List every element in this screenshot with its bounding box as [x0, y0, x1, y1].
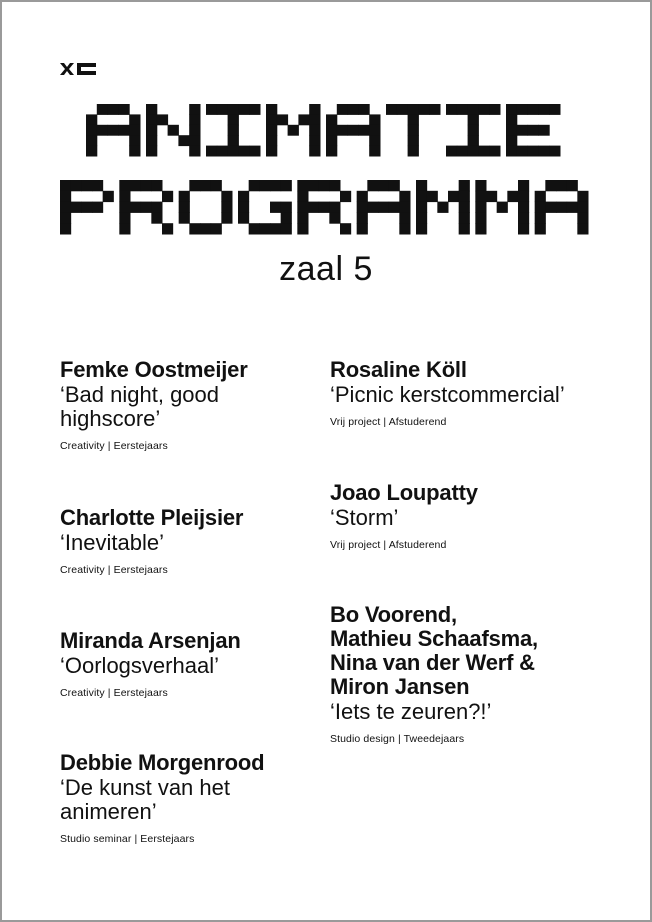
title-letter	[475, 180, 529, 235]
artist-name: Rosaline Köll	[330, 357, 467, 382]
work-title-continued: highscore’	[60, 406, 161, 431]
work-title: ‘De kunst van het	[60, 775, 230, 800]
title-letter	[266, 104, 321, 157]
title-graphic	[0, 0, 652, 250]
title-letter	[326, 104, 381, 157]
entry-meta: Creativity | Eerstejaars	[60, 687, 168, 699]
entry-meta: Creativity | Eerstejaars	[60, 564, 168, 576]
artist-name-line: Nina van der Werf &	[330, 650, 535, 675]
title-letter	[386, 104, 441, 157]
artist-name: Miranda Arsenjan	[60, 628, 241, 653]
title-line-2	[60, 180, 589, 235]
title-letter	[506, 104, 561, 157]
artist-name-line: Mathieu Schaafsma,	[330, 626, 538, 651]
artist-name: Debbie Morgenrood	[60, 750, 265, 775]
artist-name-line: Miron Jansen	[330, 674, 470, 699]
work-title: ‘Iets te zeuren?!’	[330, 699, 492, 724]
title-letter	[206, 104, 261, 157]
title-letter	[535, 180, 589, 235]
program-entry	[60, 506, 360, 576]
program-entry	[60, 629, 360, 699]
title-letter	[357, 180, 411, 235]
entry-meta: Creativity | Eerstejaars	[60, 440, 168, 452]
work-title: ‘Storm’	[330, 505, 399, 530]
entry-meta: Studio design | Tweedejaars	[330, 733, 465, 745]
work-title: ‘Oorlogsverhaal’	[60, 653, 219, 678]
title-letter	[238, 180, 292, 235]
title-letter	[416, 180, 470, 235]
title-letter	[179, 180, 233, 235]
artist-name: Femke Oostmeijer	[60, 357, 248, 382]
program-entry	[60, 751, 360, 845]
entry-meta: Vrij project | Afstuderend	[330, 539, 447, 551]
work-title: ‘Inevitable’	[60, 530, 164, 555]
program-entry	[60, 358, 360, 452]
program-entry	[330, 603, 630, 745]
entry-meta: Studio seminar | Eerstejaars	[60, 833, 195, 845]
title-letter	[60, 180, 114, 235]
artist-name: Joao Loupatty	[330, 480, 478, 505]
title-letter	[146, 104, 201, 157]
title-letter	[86, 104, 141, 157]
work-title-continued: animeren’	[60, 799, 157, 824]
artist-name: Charlotte Pleijsier	[60, 505, 244, 530]
artist-name-line: Bo Voorend,	[330, 602, 457, 627]
work-title: ‘Picnic kerstcommercial’	[330, 382, 565, 407]
work-title: ‘Bad night, good	[60, 382, 220, 407]
title-letter	[297, 180, 351, 235]
title-letter	[119, 180, 173, 235]
entry-meta: Vrij project | Afstuderend	[330, 416, 447, 428]
program-entry	[330, 481, 630, 551]
page-subtitle: zaal 5	[279, 250, 373, 288]
title-line-1	[86, 104, 561, 157]
title-letter	[446, 104, 501, 157]
program-entry	[330, 358, 630, 428]
